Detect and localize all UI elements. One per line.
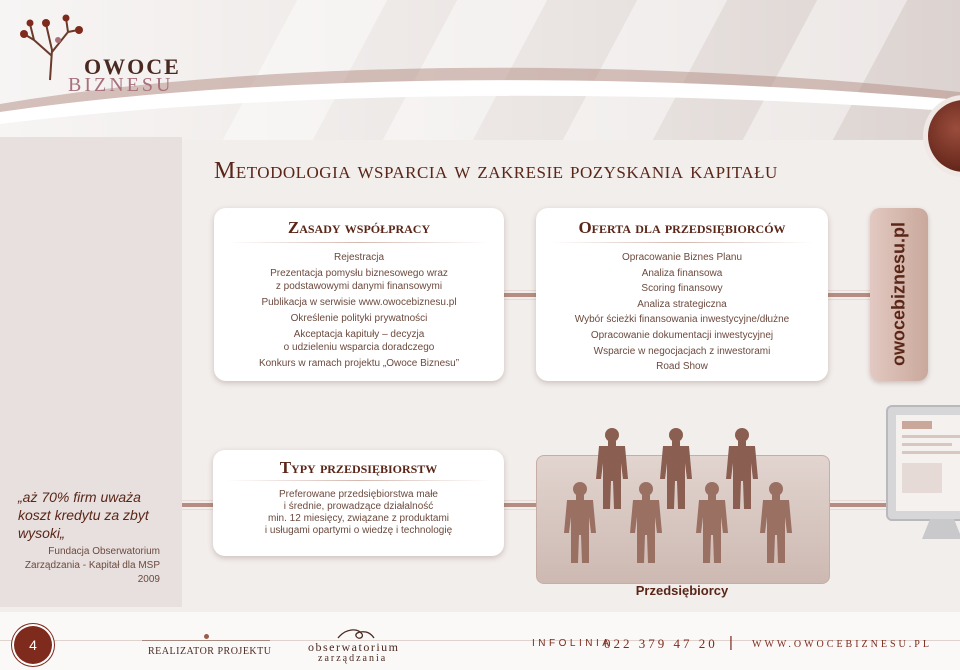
infolinia-label: INFOLINIA (532, 638, 613, 649)
logo-text-biznesu: BIZNESU (68, 74, 174, 96)
card-title: Zasady współpracy (287, 218, 431, 237)
realizator-dot (204, 634, 209, 639)
logo[interactable] (16, 10, 186, 96)
list-item: Opracowanie dokumentacji inwestycyjnej (590, 329, 774, 341)
card-divider (228, 242, 490, 243)
footer-separator: | (729, 634, 733, 651)
tree-logo-icon (16, 10, 86, 82)
observatorium-logo-line1: obserwatorium (308, 640, 400, 654)
person-figure-icon (760, 482, 792, 563)
person-figure-icon (596, 428, 628, 509)
zasady-list (214, 251, 504, 370)
realizator-rule (142, 640, 270, 641)
connector-zasady-oferta (504, 293, 536, 297)
people-group (536, 415, 828, 585)
connector-people-monitor (828, 503, 886, 507)
phone-number[interactable]: 022 379 47 20 (604, 636, 718, 651)
typy-description: Preferowane przedsiębiorstwa małe i średnie, prowadzące działalność min. 12 miesięcy, związane z produktami i usługami opartymi o wiedzę i technologię (264, 489, 453, 536)
monitor-icon (886, 405, 960, 545)
card-oferta (536, 208, 828, 381)
list-item: Konkurs w ramach projektu „Owoce Biznesu” (258, 358, 460, 369)
person-figure-icon (630, 482, 662, 563)
card-divider (550, 242, 814, 243)
quote-text: „aż 70% firm uważa koszt kredytu za zbyt wysoki„ (18, 489, 149, 541)
website-side-tab[interactable] (870, 208, 928, 381)
list-item: Wsparcie w negocjacjach z inwestorami (593, 345, 771, 357)
list-item: Analiza finansowa (641, 267, 723, 279)
page-title: Metodologia wsparcia w zakresie pozyskania kapitału (214, 158, 778, 184)
page-number: 4 (14, 626, 52, 664)
card-title: Typy przedsiębiorstw (279, 458, 438, 477)
card-divider (227, 480, 490, 481)
people-label: Przedsiębiorcy (635, 583, 729, 598)
website-side-tab-text: owocebiznesu.pl (888, 221, 909, 367)
card-zasady-wspolpracy (214, 208, 504, 381)
connector-typy-people (504, 503, 536, 507)
list-item: Określenie polityki prywatności (290, 313, 428, 324)
card-title: Oferta dla przedsiębiorców (578, 218, 786, 237)
person-figure-icon (660, 428, 692, 509)
monitor-screen (886, 405, 960, 521)
oferta-list (536, 251, 828, 373)
realizator-label: REALIZATOR PROJEKTU (148, 646, 272, 657)
card-typy-przedsiebiorstw (213, 450, 504, 556)
list-item: Opracowanie Biznes Planu (621, 252, 743, 263)
list-item: Rejestracja (333, 252, 385, 263)
person-figure-icon (696, 482, 728, 563)
list-item: Akceptacja kapituły – decyzja o udzieleniu wsparcia doradczego (283, 329, 435, 353)
person-figure-icon (564, 482, 596, 563)
logo-text-owoce: OWOCE (84, 54, 181, 79)
monitor-stand (922, 519, 960, 539)
list-item: Publikacja w serwisie www.owocebiznesu.pl (261, 297, 457, 308)
monitor-screen-content (896, 415, 960, 511)
connector-oferta-tab (828, 293, 870, 297)
list-item: Analiza strategiczna (637, 298, 727, 310)
list-item: Scoring finansowy (641, 283, 723, 295)
list-item: Prezentacja pomysłu biznesowego wraz z podstawowymi danymi finansowymi (270, 268, 448, 292)
observatorium-logo-line2: zarządzania (318, 653, 388, 664)
quote-source: Fundacja Obserwatorium Zarządzania - Kapitał dla MSP 2009 (24, 546, 160, 585)
list-item: Road Show (656, 361, 708, 373)
connector-quote-typy (182, 503, 213, 507)
list-item: Wybór ścieżki finansowania inwestycyjne/dłużne (574, 314, 790, 326)
person-figure-icon (726, 428, 758, 509)
website-link[interactable]: WWW.OWOCEBIZNESU.PL (752, 639, 932, 650)
